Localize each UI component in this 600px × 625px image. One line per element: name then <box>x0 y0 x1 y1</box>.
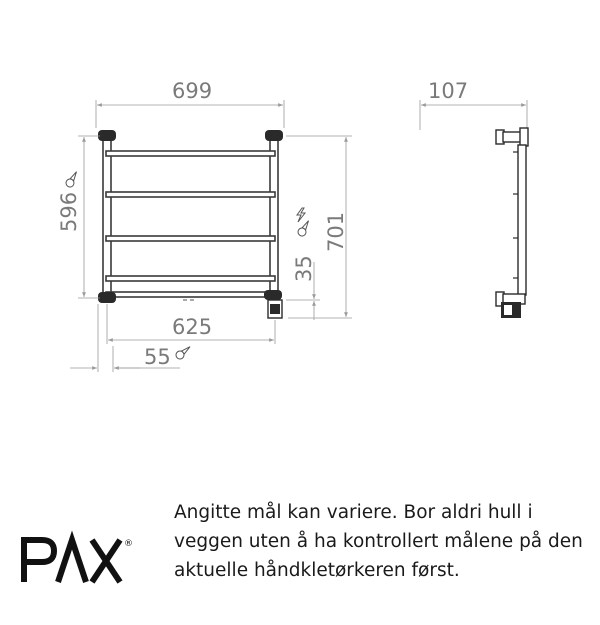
wall-bracket <box>264 290 282 300</box>
disclaimer-note: Angitte mål kan variere. Bor aldri hull i veggen uten å ha kontrollert målene på den aktuelle håndkletørkeren først. <box>174 502 583 581</box>
wall-bracket <box>265 130 283 141</box>
dimension-bracket-height-label: 596 <box>57 191 81 232</box>
towel-bar <box>106 192 275 197</box>
dimension-total-height-label: 701 <box>324 211 348 252</box>
towel-bar <box>106 151 275 156</box>
dimension-depth-label: 107 <box>428 79 469 103</box>
screw-icon <box>65 170 80 189</box>
dimension-connection-spacing <box>107 304 275 344</box>
dimension-connection-offset-label: 35 <box>292 255 316 282</box>
towel-bar <box>106 276 275 281</box>
front-view <box>98 130 283 318</box>
screw-icon <box>174 344 192 361</box>
dimension-bracket-height <box>57 136 100 298</box>
wall-bracket <box>98 292 116 303</box>
dimension-bracket-offset-label: 55 <box>144 345 171 369</box>
side-view <box>420 79 528 318</box>
registered-mark: ® <box>124 539 133 549</box>
dimension-width-label: 699 <box>172 79 213 103</box>
dimension-total-height <box>286 136 352 318</box>
horizontal-bars <box>106 151 275 297</box>
lightning-icon <box>297 208 305 222</box>
dimension-connection-spacing-label: 625 <box>172 315 213 339</box>
wall-bracket <box>98 130 116 141</box>
towel-bar <box>106 292 275 297</box>
dimension-width <box>96 79 284 128</box>
towel-bar <box>106 236 275 241</box>
heating-element <box>268 300 282 318</box>
pax-logo <box>20 530 140 590</box>
dimension-connection-offset <box>286 208 320 320</box>
